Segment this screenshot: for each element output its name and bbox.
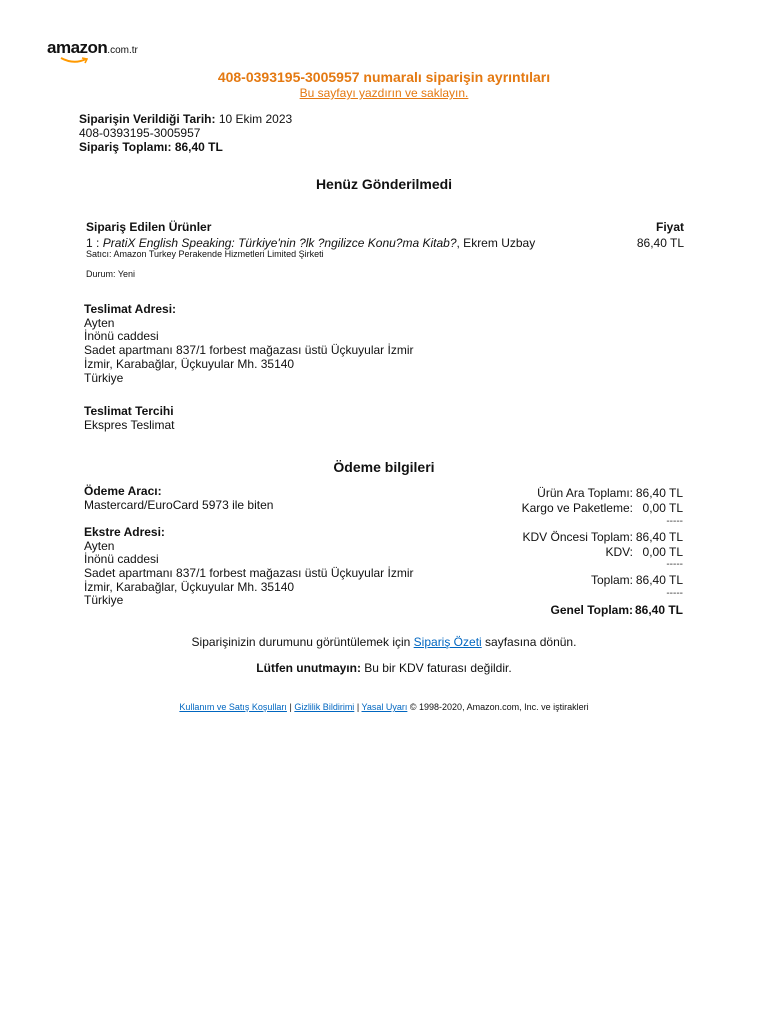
item-price: 86,40 TL: [636, 236, 684, 250]
divider-dashes: -----: [666, 588, 683, 599]
item-seller: Satıcı: Amazon Turkey Perakende Hizmetleri Limited Şirketi: [86, 249, 324, 259]
pretax-label: KDV Öncesi Toplam:: [522, 530, 633, 544]
shipping-address-label: Teslimat Adresi:: [84, 302, 177, 316]
grand-total-value: 86,40 TL: [634, 603, 683, 617]
terms-link[interactable]: Kullanım ve Satış Koşulları: [179, 702, 287, 712]
order-summary-note: [0, 635, 768, 649]
amazon-logo[interactable]: [47, 38, 138, 58]
item-prefix: 1 :: [86, 236, 103, 250]
reminder-text: Bu bir KDV faturası değildir.: [360, 661, 512, 675]
order-date-label: Siparişin Verildiği Tarih:: [79, 112, 216, 126]
page-title: 408-0393195-3005957 numaralı siparişin ayrıntıları: [217, 69, 551, 85]
order-date-value: 10 Ekim 2023: [218, 112, 293, 126]
footer-separator: |: [289, 702, 292, 712]
total-label: Toplam:: [590, 573, 633, 587]
tax-value: 0,00 TL: [642, 545, 683, 559]
logo-tld: .com.tr: [107, 45, 138, 56]
order-total-label: Sipariş Toplamı:: [79, 140, 172, 154]
delivery-preference-label: Teslimat Tercihi: [84, 404, 174, 418]
order-total-value: 86,40 TL: [174, 140, 223, 154]
billing-address-line: Türkiye: [84, 593, 124, 607]
print-link[interactable]: Bu sayfayı yazdırın ve saklayın.: [299, 86, 469, 100]
divider-dashes: -----: [666, 559, 683, 570]
billing-address-line: Sadet apartmanı 837/1 forbest mağazası üstü Üçkuyular İzmir: [84, 566, 414, 580]
summary-suffix: sayfasına dönün.: [481, 635, 577, 649]
shipping-address-line: Sadet apartmanı 837/1 forbest mağazası üstü Üçkuyular İzmir: [84, 343, 414, 357]
item-condition: Durum: Yeni: [86, 269, 136, 279]
subtotal-label: Ürün Ara Toplamı:: [537, 486, 633, 500]
shipping-value: 0,00 TL: [642, 501, 683, 515]
smile-arrow-icon: [60, 57, 88, 64]
shipping-address-line: İzmir, Karabağlar, Üçkuyular Mh. 35140: [84, 357, 295, 371]
payment-method-value: Mastercard/EuroCard 5973 ile biten: [84, 498, 274, 512]
footer: [0, 702, 768, 712]
shipping-address-line: Türkiye: [84, 371, 124, 385]
reminder-note: [0, 661, 768, 675]
payment-heading: Ödeme bilgileri: [333, 459, 435, 475]
order-total: [79, 140, 223, 154]
delivery-preference-value: Ekspres Teslimat: [84, 418, 175, 432]
logo-brand: amazon: [47, 38, 108, 57]
item-line: [86, 236, 535, 250]
order-date: [79, 112, 292, 126]
price-header: Fiyat: [655, 220, 684, 234]
summary-prefix: Siparişinizin durumunu görüntülemek için: [191, 635, 414, 649]
billing-address-line: İnönü caddesi: [84, 552, 159, 566]
grand-total-label: Genel Toplam:: [550, 603, 633, 617]
privacy-link[interactable]: Gizlilik Bildirimi: [294, 702, 355, 712]
pretax-value: 86,40 TL: [635, 530, 683, 544]
shipping-label: Kargo ve Paketleme:: [521, 501, 633, 515]
subtotal-value: 86,40 TL: [635, 486, 683, 500]
billing-address-line: Ayten: [84, 539, 115, 553]
tax-label: KDV:: [605, 545, 633, 559]
legal-link[interactable]: Yasal Uyarı: [361, 702, 408, 712]
copyright-text: © 1998-2020, Amazon.com, Inc. ve iştirakleri: [409, 702, 589, 712]
billing-address-label: Ekstre Adresi:: [84, 525, 165, 539]
order-summary-link[interactable]: Sipariş Özeti: [413, 635, 482, 649]
footer-separator: |: [356, 702, 360, 712]
shipping-address-line: İnönü caddesi: [84, 329, 159, 343]
items-header: Sipariş Edilen Ürünler: [86, 220, 212, 234]
payment-method-label: Ödeme Aracı:: [84, 484, 162, 498]
billing-address-line: İzmir, Karabağlar, Üçkuyular Mh. 35140: [84, 580, 295, 594]
shipment-status-heading: Henüz Gönderilmedi: [315, 176, 453, 192]
order-number: 408-0393195-3005957: [79, 126, 201, 140]
item-title: PratiX English Speaking: Türkiye'nin ?lk ?ngilizce Konu?ma Kitab?: [102, 236, 457, 250]
total-value: 86,40 TL: [635, 573, 683, 587]
reminder-label: Lütfen unutmayın:: [256, 661, 361, 675]
item-author: , Ekrem Uzbay: [456, 236, 536, 250]
divider-dashes: -----: [666, 516, 683, 527]
shipping-address-line: Ayten: [84, 316, 115, 330]
